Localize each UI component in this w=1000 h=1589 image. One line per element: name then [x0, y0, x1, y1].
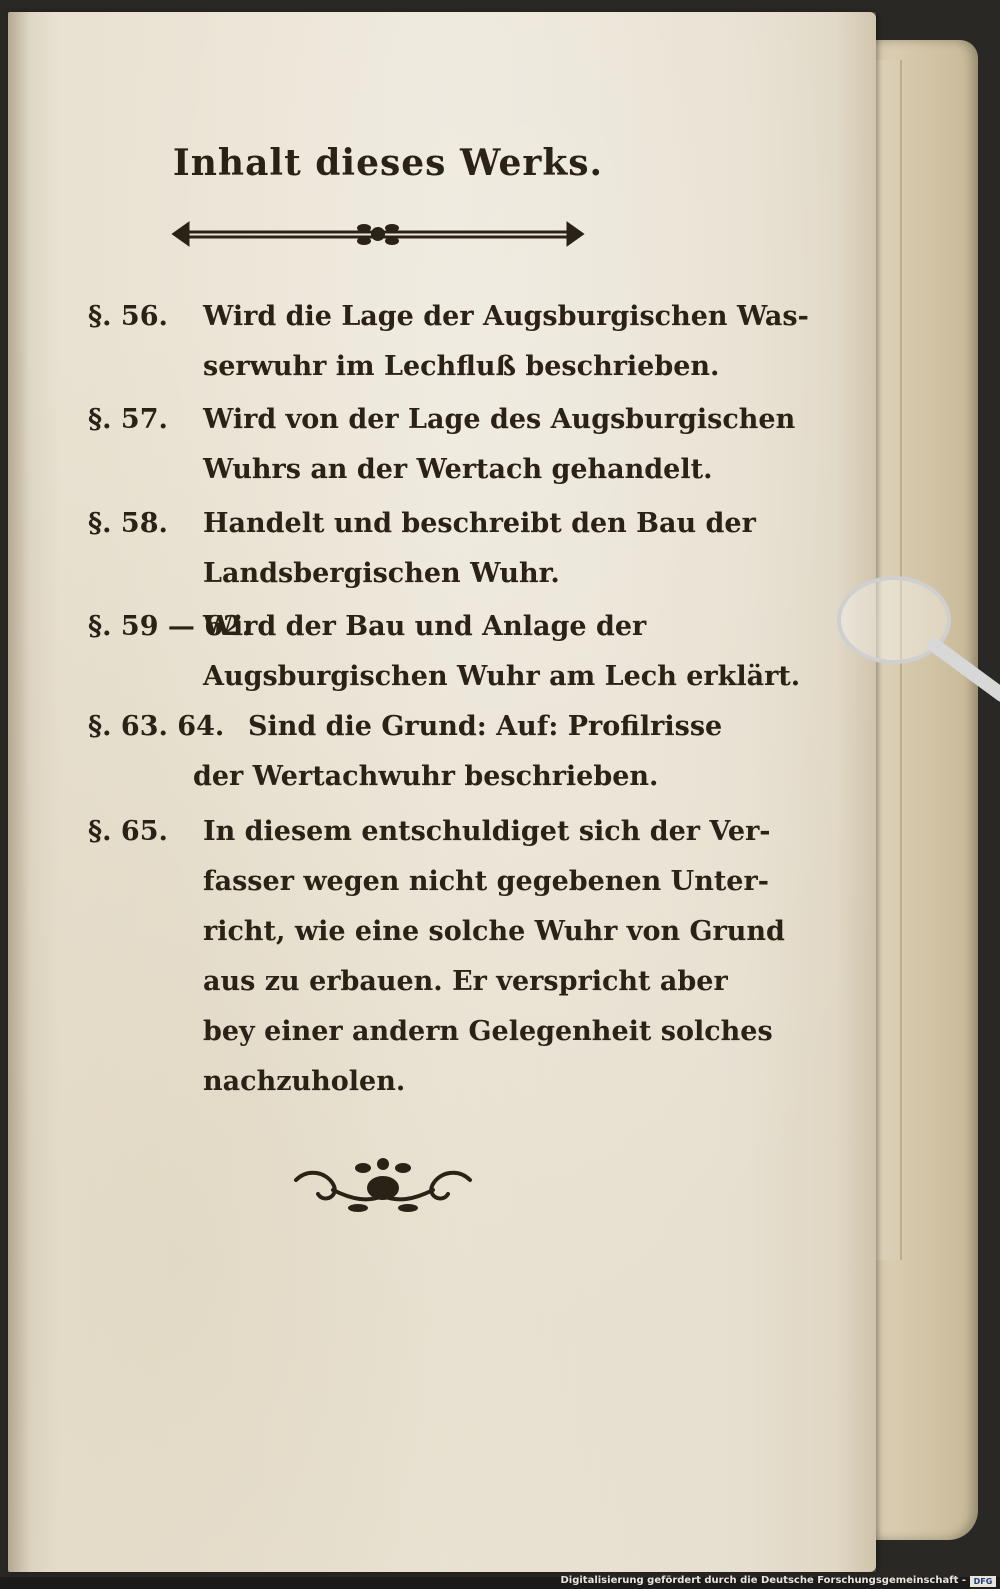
page-heading: Inhalt dieses Werks. [172, 142, 604, 184]
dfg-logo: DFG [970, 1576, 996, 1587]
entry-text-line: bey einer andern Gelegenheit solches [203, 1016, 773, 1047]
section-number: §. 59 — 62. [88, 611, 252, 642]
vignette-ornament [288, 1150, 478, 1220]
entry-text-line: serwuhr im Lechfluß beschrieben. [203, 351, 720, 382]
entry-text-line: richt, wie eine solche Wuhr von Grund [203, 916, 785, 947]
entry-text-line: Landsbergischen Wuhr. [203, 558, 560, 589]
entry-text-line: Handelt und beschreibt den Bau der [203, 508, 756, 539]
section-number: §. 65. [88, 816, 168, 847]
decorative-rule [168, 212, 588, 252]
section-number: §. 63. 64. [88, 711, 225, 742]
magnifier-glass [834, 565, 1000, 735]
entry-text-line: Wuhrs an der Wertach gehandelt. [203, 454, 713, 485]
section-number: §. 58. [88, 508, 168, 539]
entry-text-line: In diesem entschuldiget sich der Ver- [203, 816, 771, 847]
page-spine-shadow [8, 12, 30, 1572]
entry-text-line: fasser wegen nicht gegebenen Unter- [203, 866, 769, 897]
entry-text-line: Wird von der Lage des Augsburgischen [203, 404, 796, 435]
section-number: §. 56. [88, 301, 168, 332]
section-number: §. 57. [88, 404, 168, 435]
entry-text-line: nachzuholen. [203, 1066, 406, 1097]
entry-text-line: Augsburgischen Wuhr am Lech erklärt. [203, 661, 801, 692]
entry-text-line: der Wertachwuhr beschrieben. [193, 761, 659, 792]
page-edge-shadow [836, 12, 876, 1572]
entry-text-line: Wird der Bau und Anlage der [203, 611, 647, 642]
entry-text-line: Wird die Lage der Augsburgischen Was- [203, 301, 809, 332]
book-page [8, 12, 876, 1572]
entry-text-line: Sind die Grund: Auf: Profilrisse [248, 711, 723, 742]
entry-text-line: aus zu erbauen. Er verspricht aber [203, 966, 728, 997]
funding-credit: Digitalisierung gefördert durch die Deutsche Forschungsgemeinschaft - [560, 1575, 966, 1586]
